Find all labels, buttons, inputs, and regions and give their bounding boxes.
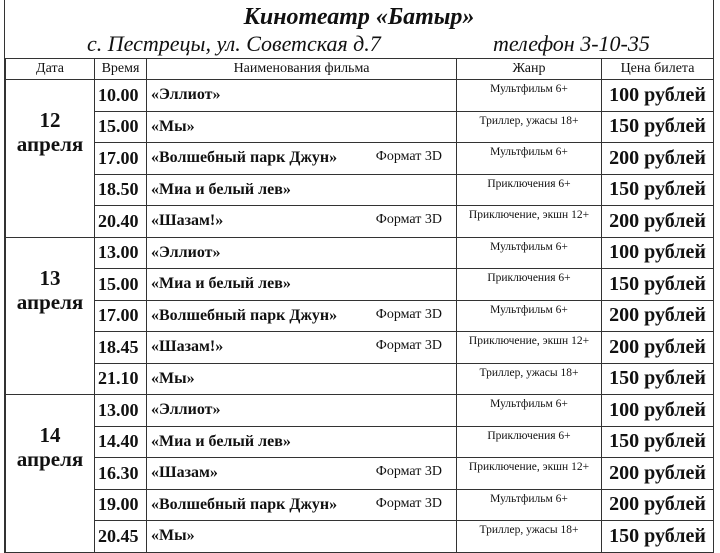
date-cell: 13 апреля — [6, 237, 95, 395]
film-cell — [147, 174, 457, 206]
film-title: «Волшебный парк Джун» — [151, 149, 338, 167]
film-cell — [147, 332, 457, 364]
time-cell: 16.30 — [95, 458, 147, 490]
price-cell: 100 рублей — [602, 80, 714, 112]
table-row — [6, 174, 714, 206]
film-cell — [147, 111, 457, 143]
header-film: Наименования фильма — [147, 59, 457, 80]
table-row — [6, 111, 714, 143]
film-format: Формат 3D — [375, 306, 442, 322]
price-cell: 150 рублей — [602, 174, 714, 206]
phone: телефон 3-10-35 — [493, 31, 650, 56]
time-cell: 18.45 — [95, 332, 147, 364]
time-cell: 13.00 — [95, 395, 147, 427]
time-cell: 20.40 — [95, 206, 147, 238]
table-row — [6, 489, 714, 521]
time-cell: 18.50 — [95, 174, 147, 206]
header-genre: Жанр — [457, 59, 602, 80]
genre-cell: Приключение, экшн 12+ — [457, 458, 602, 490]
table-row — [6, 395, 714, 427]
film-title: «Волшебный парк Джун» — [151, 495, 338, 513]
film-title: «Миа и белый лев» — [151, 180, 291, 198]
price-cell: 200 рублей — [602, 206, 714, 238]
price-cell: 200 рублей — [602, 458, 714, 490]
time-cell: 17.00 — [95, 300, 147, 332]
price-cell: 200 рублей — [602, 489, 714, 521]
genre-cell: Приключение, экшн 12+ — [457, 206, 602, 238]
film-format: Формат 3D — [375, 338, 442, 353]
table-row — [6, 458, 714, 490]
table-row — [6, 237, 714, 269]
header-price: Цена билета — [602, 59, 714, 80]
time-cell: 10.00 — [95, 80, 147, 112]
price-cell: 150 рублей — [602, 521, 714, 553]
price-cell: 150 рублей — [602, 111, 714, 143]
address-line — [5, 30, 713, 58]
genre-cell: Мультфильм 6+ — [457, 300, 602, 332]
genre-cell: Мультфильм 6+ — [457, 395, 602, 427]
price-cell: 200 рублей — [602, 332, 714, 364]
genre-cell: Мультфильм 6+ — [457, 489, 602, 521]
genre-cell: Приключение, экшн 12+ — [457, 332, 602, 364]
film-format: Формат 3D — [375, 149, 442, 164]
table-row — [6, 143, 714, 175]
header-time: Время — [95, 59, 147, 80]
film-title: «Мы» — [151, 527, 195, 545]
film-title: «Эллиот» — [151, 243, 221, 261]
time-cell: 13.00 — [95, 237, 147, 269]
time-cell: 21.10 — [95, 363, 147, 395]
genre-cell: Триллер, ужасы 18+ — [457, 111, 602, 143]
genre-cell: Мультфильм 6+ — [457, 237, 602, 269]
film-cell — [147, 395, 457, 427]
film-cell — [147, 206, 457, 238]
film-title: «Шазам!» — [151, 212, 224, 230]
time-cell: 17.00 — [95, 143, 147, 175]
film-cell — [147, 300, 457, 332]
film-cell — [147, 80, 457, 112]
film-cell — [147, 489, 457, 521]
schedule-table — [5, 58, 714, 553]
film-cell — [147, 426, 457, 458]
cinema-title: Кинотеатр «Батыр» — [243, 4, 475, 30]
film-cell — [147, 458, 457, 490]
price-cell: 200 рублей — [602, 143, 714, 175]
schedule-document — [4, 0, 714, 553]
table-row — [6, 300, 714, 332]
time-cell: 15.00 — [95, 111, 147, 143]
price-cell: 150 рублей — [602, 269, 714, 301]
film-format: Формат 3D — [375, 495, 442, 511]
address: с. Пестрецы, ул. Советская д.7 — [87, 31, 381, 56]
film-title: «Шазам» — [151, 464, 218, 482]
time-cell: 14.40 — [95, 426, 147, 458]
film-cell — [147, 363, 457, 395]
price-cell: 100 рублей — [602, 395, 714, 427]
genre-cell: Триллер, ужасы 18+ — [457, 521, 602, 553]
film-title: «Шазам!» — [151, 338, 224, 356]
time-cell: 19.00 — [95, 489, 147, 521]
table-row — [6, 206, 714, 238]
film-title: «Мы» — [151, 369, 195, 387]
table-row — [6, 269, 714, 301]
film-title: «Миа и белый лев» — [151, 275, 291, 293]
time-cell: 15.00 — [95, 269, 147, 301]
table-row — [6, 521, 714, 553]
price-cell: 200 рублей — [602, 300, 714, 332]
film-format: Формат 3D — [375, 464, 442, 479]
price-cell: 150 рублей — [602, 426, 714, 458]
genre-cell: Мультфильм 6+ — [457, 143, 602, 175]
table-row — [6, 80, 714, 112]
film-title: «Миа и белый лев» — [151, 432, 291, 450]
header-row — [6, 59, 714, 80]
header-date: Дата — [6, 59, 95, 80]
date-cell: 12 апреля — [6, 80, 95, 238]
film-format: Формат 3D — [375, 212, 442, 227]
table-row — [6, 332, 714, 364]
genre-cell: Приключения 6+ — [457, 174, 602, 206]
price-cell: 150 рублей — [602, 363, 714, 395]
film-cell — [147, 269, 457, 301]
date-cell: 14 апреля — [6, 395, 95, 553]
time-cell: 20.45 — [95, 521, 147, 553]
film-title: «Эллиот» — [151, 401, 221, 419]
genre-cell: Приключения 6+ — [457, 426, 602, 458]
price-cell: 100 рублей — [602, 237, 714, 269]
genre-cell: Приключения 6+ — [457, 269, 602, 301]
film-title: «Мы» — [151, 117, 195, 135]
genre-cell: Мультфильм 6+ — [457, 80, 602, 112]
table-row — [6, 363, 714, 395]
film-cell — [147, 237, 457, 269]
genre-cell: Триллер, ужасы 18+ — [457, 363, 602, 395]
film-title: «Волшебный парк Джун» — [151, 306, 338, 324]
table-row — [6, 426, 714, 458]
film-title: «Эллиот» — [151, 86, 221, 104]
film-cell — [147, 143, 457, 175]
film-cell — [147, 521, 457, 553]
